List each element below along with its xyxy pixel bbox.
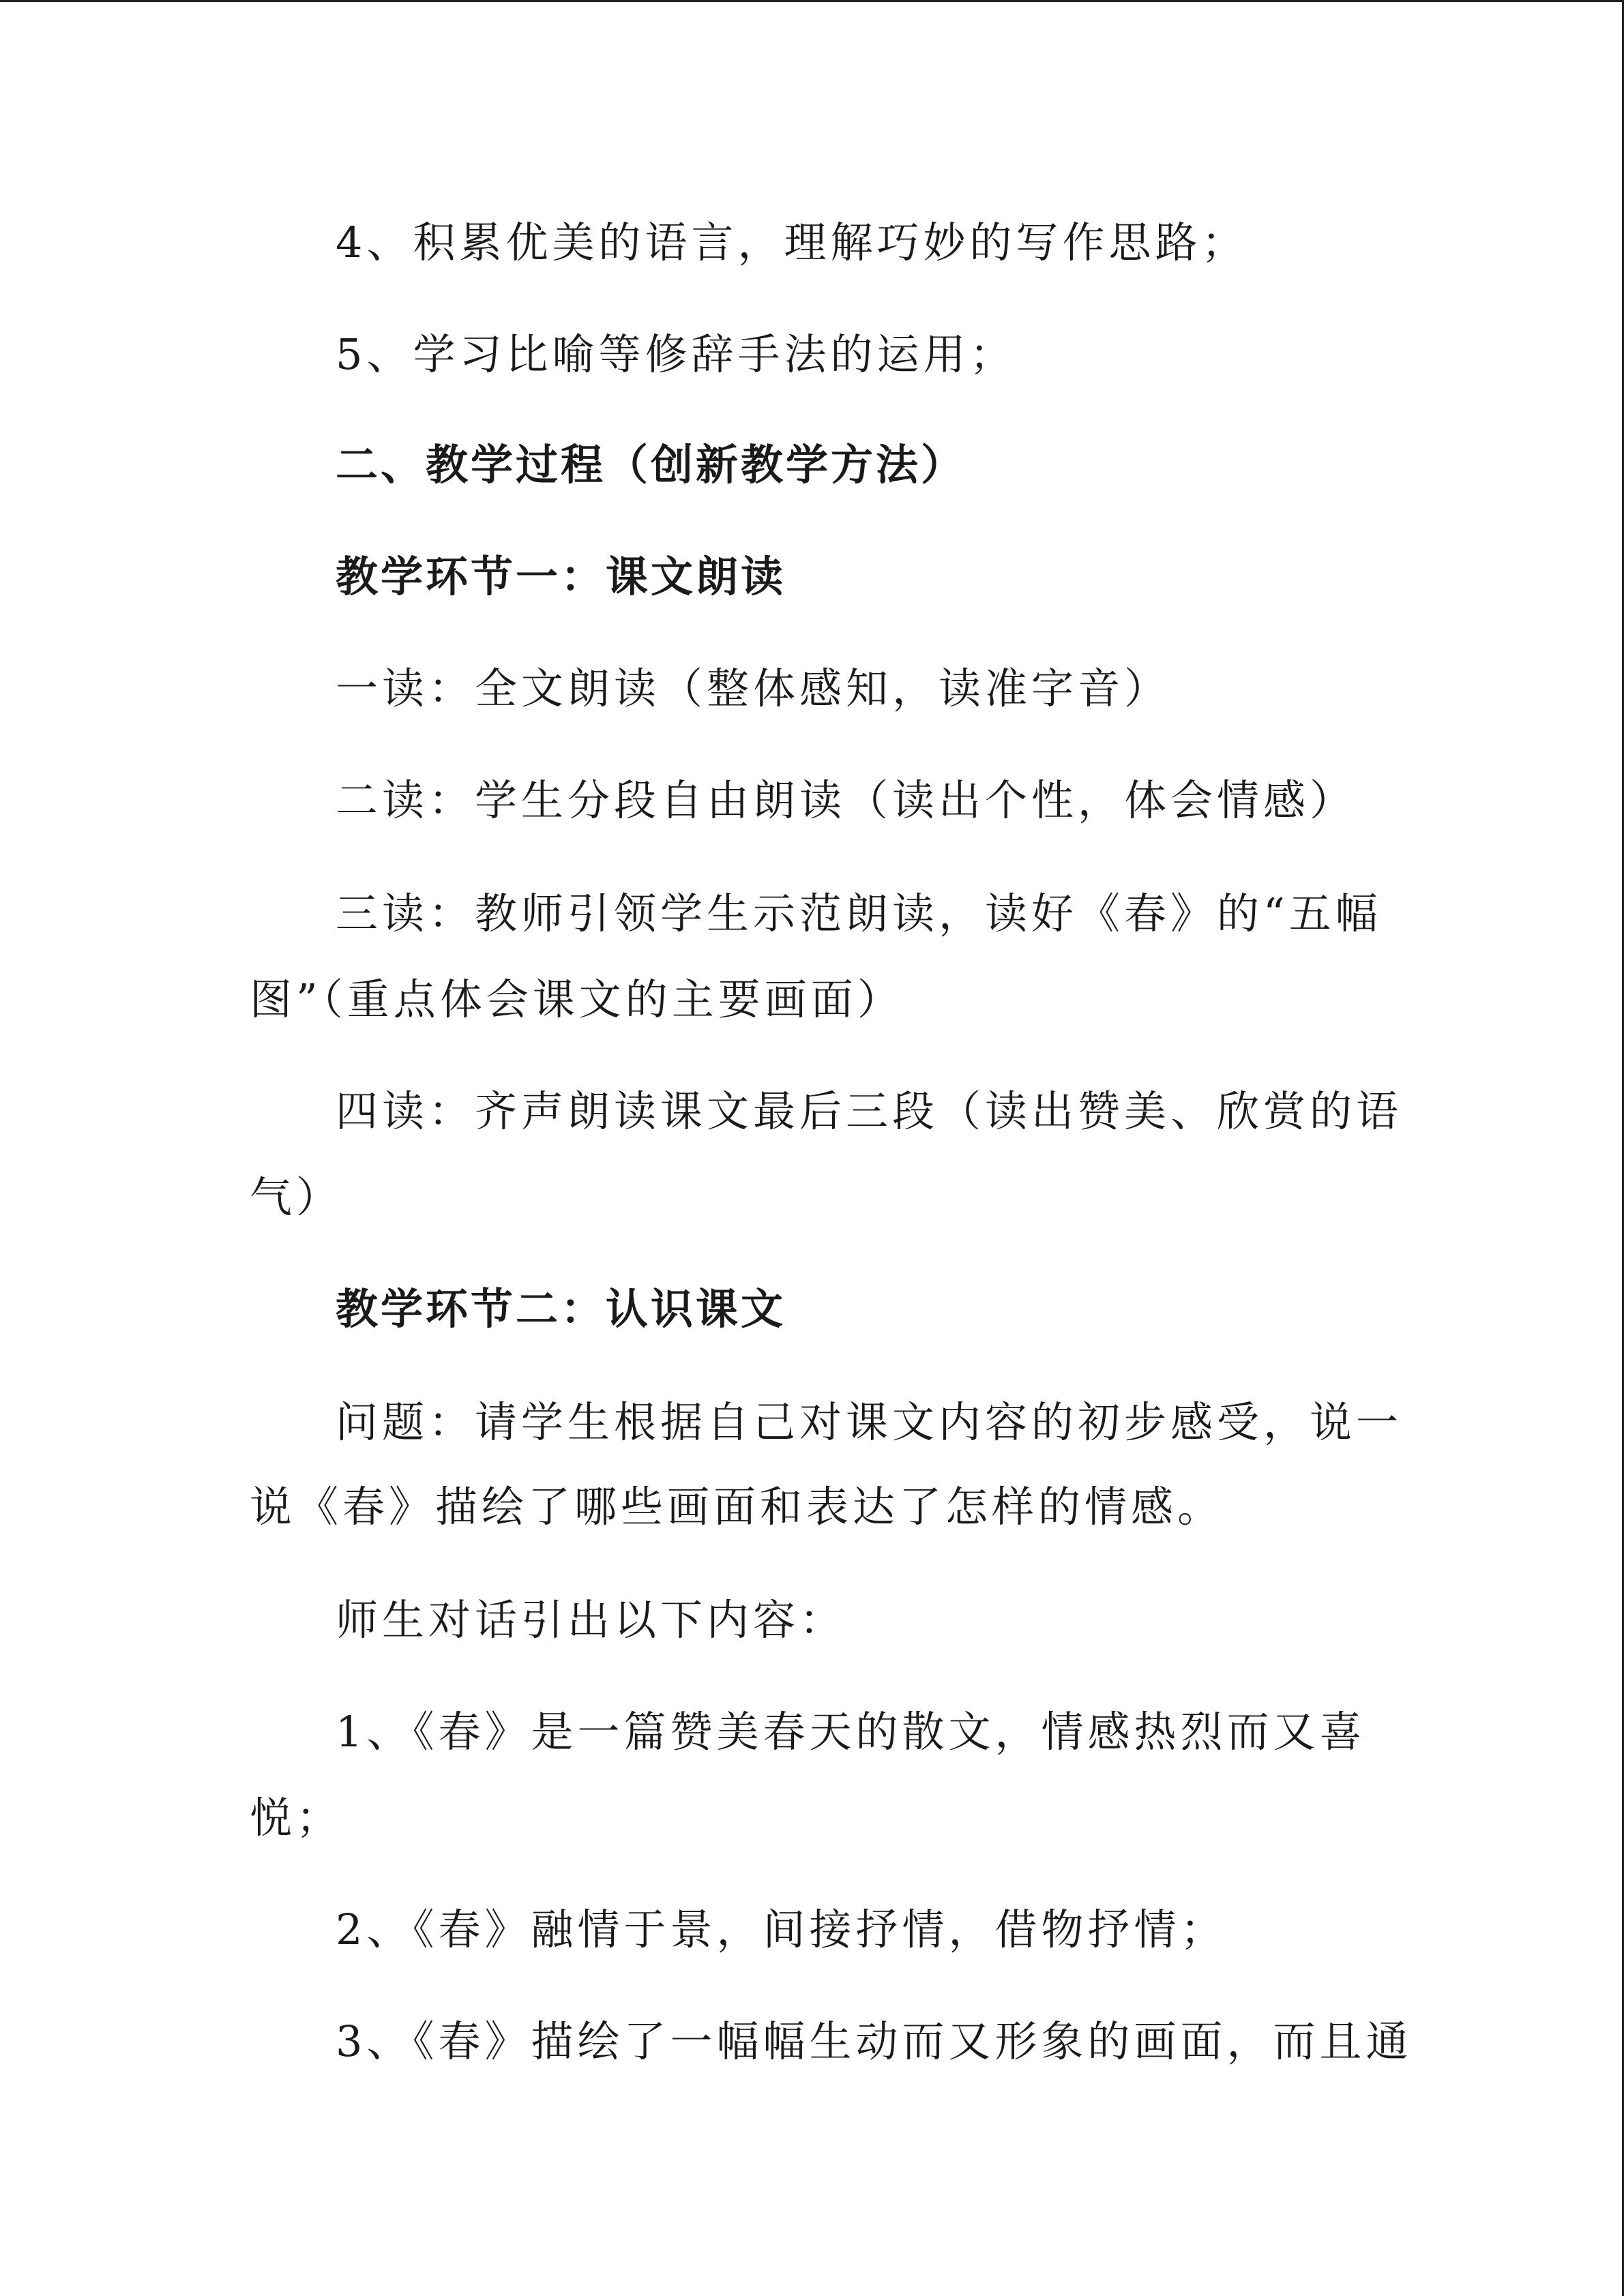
section-heading-teaching-process: 二、教学过程（创新教学方法） [336, 440, 966, 490]
reading-3-line-1: 三读：教师引领学生示范朗读，读好《春》的“五幅 [336, 889, 1382, 938]
question-line-1: 问题：请学生根据自己对课文内容的初步感受，说一 [336, 1397, 1403, 1447]
step-heading-2: 教学环节二：认识课文 [336, 1284, 786, 1334]
reading-2: 二读：学生分段自由朗读（读出个性，体会情感） [336, 775, 1357, 825]
question-line-2: 说《春》描绘了哪些画面和表达了怎样的情感。 [250, 1482, 1224, 1532]
point-1-line-1: 1、《春》是一篇赞美春天的散文，情感热烈而又喜 [336, 1707, 1366, 1757]
reading-4-line-2: 气） [250, 1172, 343, 1222]
reading-3-line-2: 图”（重点体会课文的主要画面） [250, 974, 904, 1024]
objective-4: 4、积累优美的语言，理解巧妙的写作思路； [336, 218, 1248, 267]
objective-5: 5、学习比喻等修辞手法的运用； [336, 329, 1016, 379]
reading-4-line-1: 四读：齐声朗读课文最后三段（读出赞美、欣赏的语 [336, 1086, 1403, 1136]
reading-1: 一读：全文朗读（整体感知，读准字音） [336, 664, 1171, 713]
point-2: 2、《春》融情于景，间接抒情，借物抒情； [336, 1905, 1227, 1954]
dialogue-intro: 师生对话引出以下内容： [336, 1595, 846, 1645]
point-1-line-2: 悦； [250, 1793, 343, 1843]
point-3-line-1: 3、《春》描绘了一幅幅生动而又形象的画面，而且通 [336, 2016, 1413, 2066]
step-heading-1: 教学环节一：课文朗读 [336, 552, 786, 601]
